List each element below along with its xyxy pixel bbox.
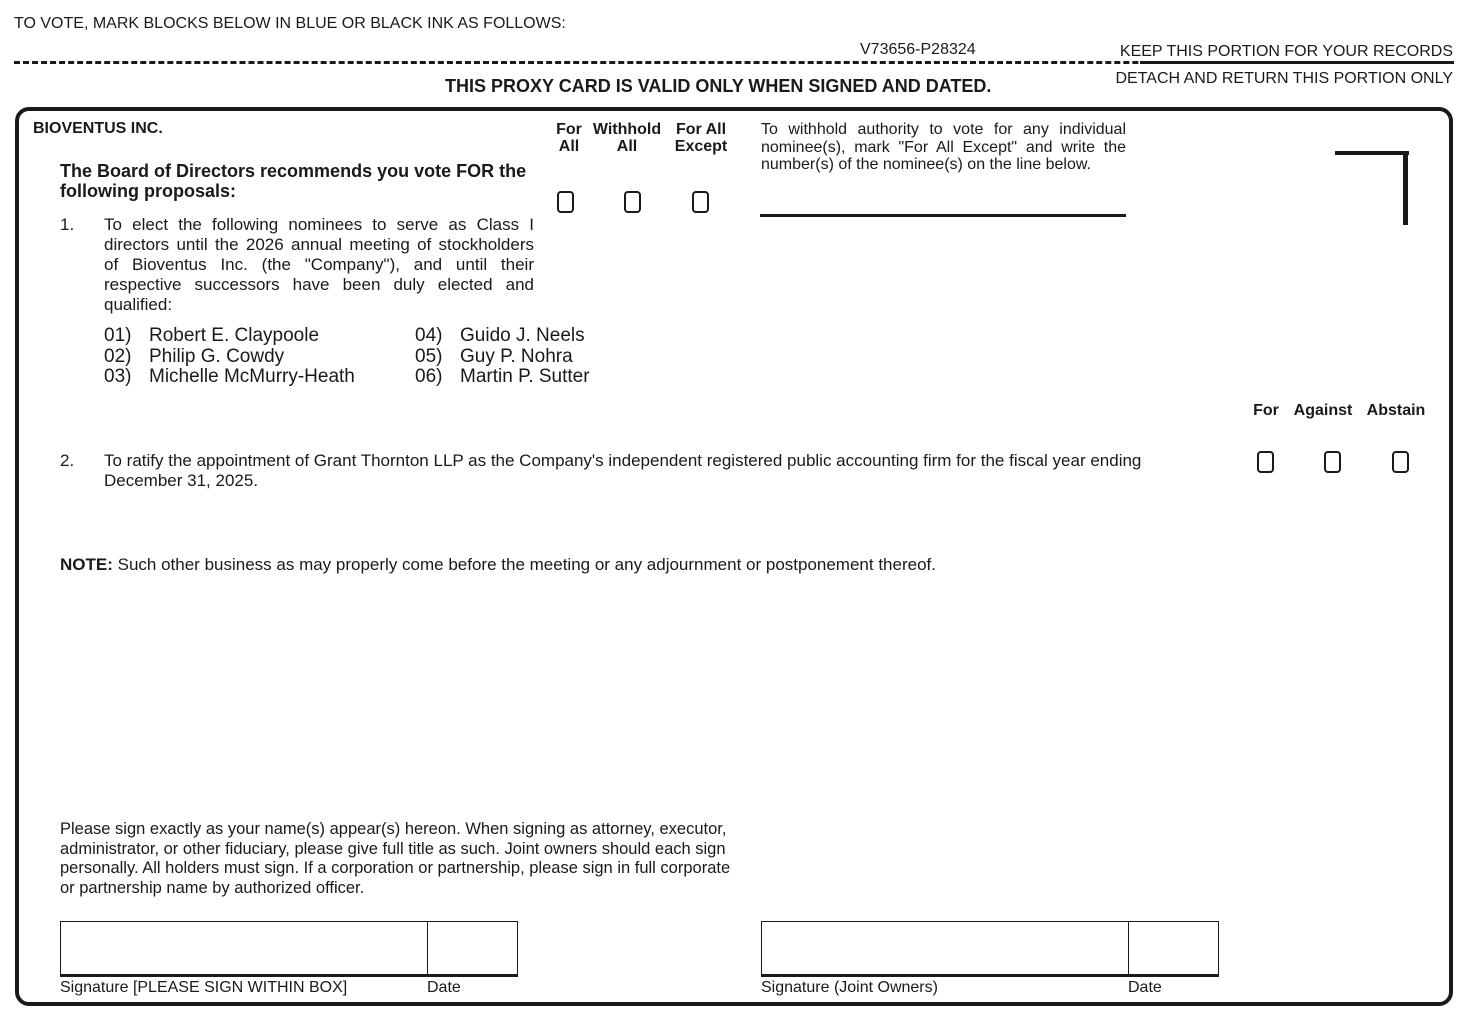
keep-underline [1140, 61, 1454, 64]
nominee-item [415, 367, 590, 387]
keep-portion-text: KEEP THIS PORTION FOR YOUR RECORDS [1119, 43, 1453, 60]
withhold-instructions: To withhold authority to vote for any individual nominee(s), mark "For All Except" and write the number(s) of the nominee(s) on the line below. [761, 121, 1126, 173]
signing-instructions: Please sign exactly as your name(s) appear(s) hereon. When signing as attorney, executor, administrator, or other fiduciary, please give full title as such. Joint owners should each sign personally. All holders must sign. If a corporation or partnership, please sign in full corporate or partnership name by authorized officer. [60, 820, 731, 897]
validity-notice: THIS PROXY CARD IS VALID ONLY WHEN SIGNED AND DATED. [445, 76, 992, 96]
proposal-1-number: 1. [60, 215, 75, 234]
col-abstain: Abstain [1366, 402, 1426, 419]
checkbox-for-all[interactable] [557, 191, 574, 213]
nominee-number: 04) [415, 325, 443, 346]
checkbox-proposal-2-against[interactable] [1324, 451, 1341, 473]
checkbox-for-all-except[interactable] [692, 191, 709, 213]
joint-signature-label: Signature (Joint Owners) [761, 979, 938, 996]
checkbox-withhold-all[interactable] [624, 191, 641, 213]
corner-mark-horizontal [1335, 151, 1409, 155]
signature-label: Signature [PLEASE SIGN WITHIN BOX] [60, 979, 348, 996]
nominee-name: Martin P. Sutter [460, 366, 590, 387]
nominee-item [104, 326, 319, 346]
col-withhold-all: Withhold All [592, 121, 662, 155]
detach-portion-text: DETACH AND RETURN THIS PORTION ONLY [1115, 70, 1453, 87]
signature-date-divider [427, 922, 428, 974]
nominee-number: 05) [415, 346, 443, 367]
checkbox-proposal-2-abstain[interactable] [1392, 451, 1409, 473]
company-name: BIOVENTUS INC. [33, 120, 163, 137]
col-for-all-except: For All Except [674, 121, 728, 155]
proposal-2-number: 2. [60, 451, 75, 470]
signature-box-primary[interactable] [60, 921, 518, 977]
control-number: V73656-P28324 [860, 41, 976, 58]
nominee-number: 06) [415, 366, 443, 387]
nominee-item [415, 326, 585, 346]
signature-date-divider [1128, 922, 1129, 974]
note [60, 555, 936, 575]
note-text: Such other business as may properly come before the meeting or any adjournment or postponement thereof. [117, 555, 936, 574]
corner-mark-vertical [1403, 151, 1408, 225]
proposal-1-text: To elect the following nominees to serve as Class I directors until the 2026 annual meeting of stockholders of Bioventus Inc. (the "Company"), and until their respective successors have been duly elected and qualified: [104, 215, 534, 314]
nominee-item [415, 347, 573, 367]
except-nominee-line[interactable] [760, 214, 1126, 217]
signature-box-joint[interactable] [761, 921, 1219, 977]
vote-instructions: TO VOTE, MARK BLOCKS BELOW IN BLUE OR BLACK INK AS FOLLOWS: [14, 15, 566, 32]
nominee-number: 01) [104, 325, 132, 346]
col-for: For [1253, 402, 1279, 419]
board-recommendation: The Board of Directors recommends you vote FOR the following proposals: [60, 161, 527, 201]
joint-date-label: Date [1128, 979, 1162, 996]
note-label: NOTE: [60, 555, 113, 574]
nominee-name: Philip G. Cowdy [149, 346, 285, 367]
nominee-number: 03) [104, 366, 132, 387]
col-against: Against [1293, 402, 1353, 419]
nominee-name: Guy P. Nohra [460, 346, 573, 367]
col-for-all: For All [556, 121, 582, 155]
proposal-2-text: To ratify the appointment of Grant Thornton LLP as the Company's independent registered public accounting firm for the fiscal year ending December 31, 2025. [104, 451, 1142, 490]
nominee-item [104, 347, 284, 367]
nominee-name: Robert E. Claypoole [149, 325, 320, 346]
nominee-item [104, 367, 355, 387]
nominee-number: 02) [104, 346, 132, 367]
nominee-name: Guido J. Neels [460, 325, 585, 346]
checkbox-proposal-2-for[interactable] [1257, 451, 1274, 473]
nominee-name: Michelle McMurry-Heath [149, 366, 355, 387]
date-label: Date [427, 979, 461, 996]
